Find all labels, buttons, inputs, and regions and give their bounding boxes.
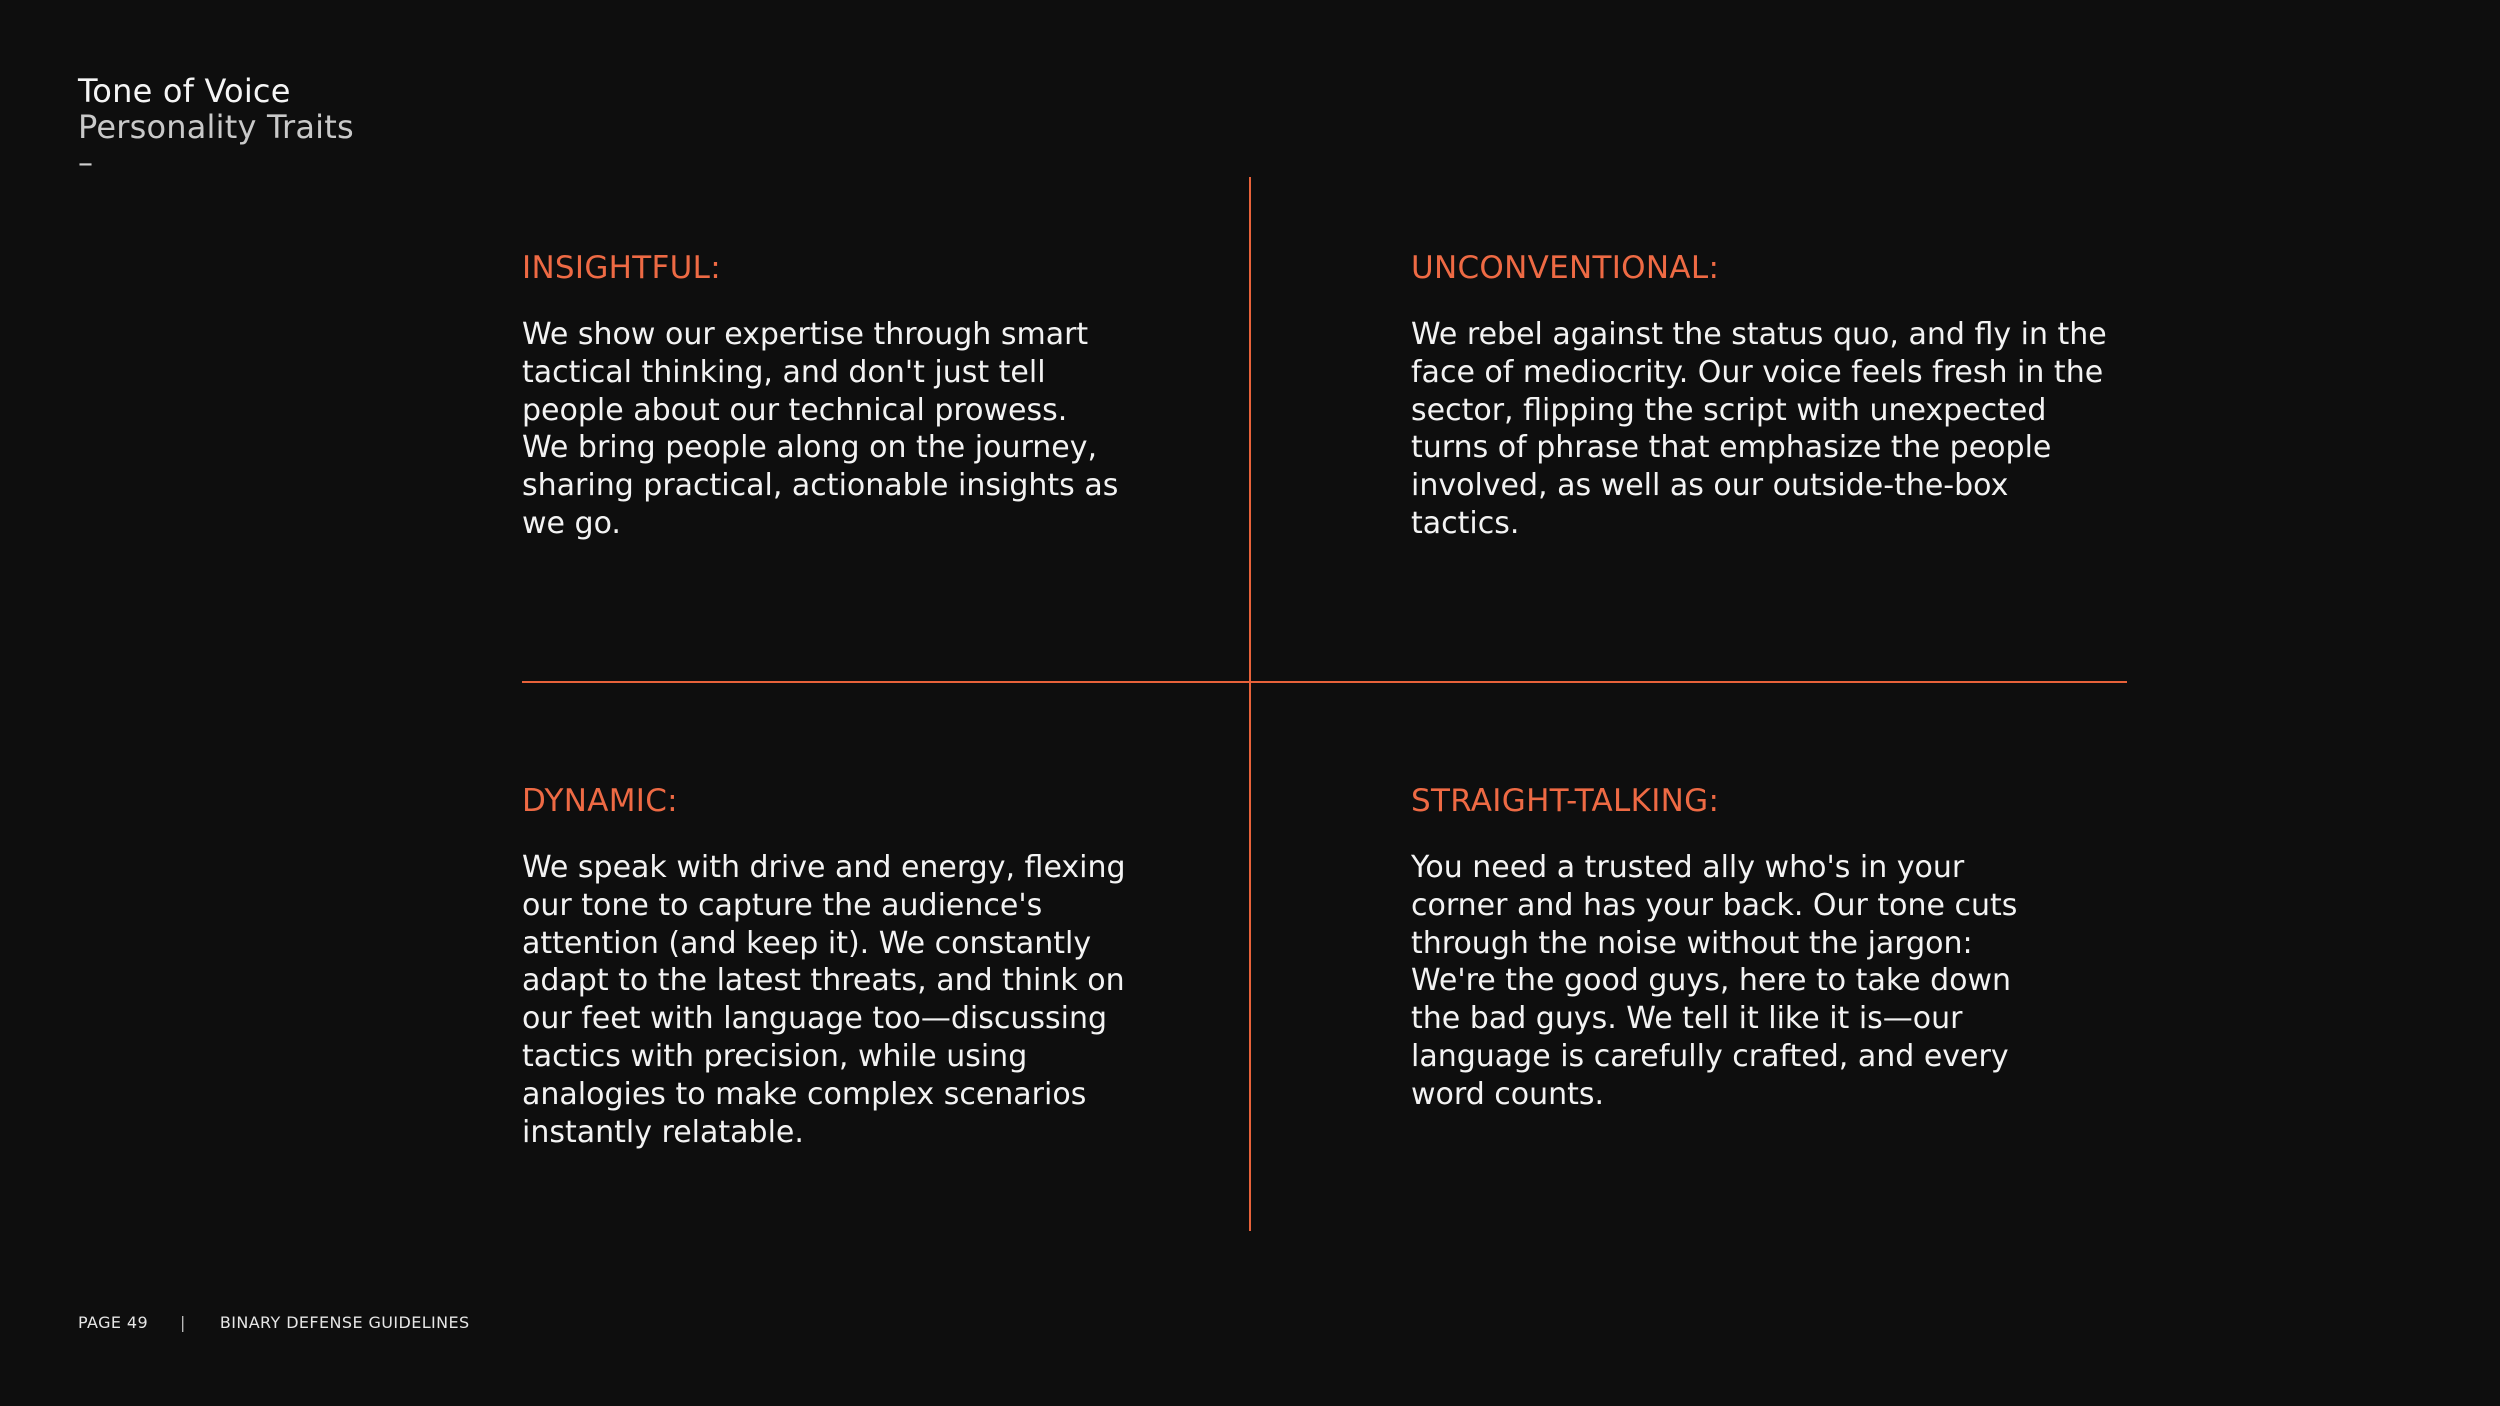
trait-heading: INSIGHTFUL: [522, 250, 721, 286]
page-subtitle: Personality Traits [78, 108, 354, 146]
page-header [78, 72, 354, 184]
document-title: BINARY DEFENSE GUIDELINES [219, 1313, 470, 1332]
trait-body: We speak with drive and energy, flexing our tone to capture the audience's attention (and keep it). We constantly adapt to the latest threats, and think on our feet with language too—discussing tactics with precision, while using analogies to make complex scenarios instantly relatable. [522, 850, 1126, 1150]
horizontal-divider [522, 681, 2127, 683]
vertical-divider [1249, 177, 1251, 1231]
trait-insightful [522, 248, 1172, 543]
trait-unconventional [1411, 248, 2107, 543]
trait-body: We rebel against the status quo, and fly in the face of mediocrity. Our voice feels fresh in the sector, flipping the script with unexpected turns of phrase that emphasize the people involved, as well as our outside-the-box tactics. [1411, 317, 2107, 541]
page-footer [78, 1313, 470, 1333]
page-number: PAGE 49 [78, 1313, 149, 1332]
trait-straight-talking [1411, 781, 2061, 1114]
trait-body: You need a trusted ally who's in your corner and has your back. Our tone cuts through the noise without the jargon: We're the good guys, here to take down the bad guys. We tell it like it is—our language is carefully crafted, and every word counts. [1411, 850, 2018, 1112]
header-dash: – [78, 146, 93, 181]
trait-body: We show our expertise through smart tactical thinking, and don't just tell people about our technical prowess. We bring people along on the journey, sharing practical, actionable insights as we go. [522, 317, 1119, 541]
trait-heading: STRAIGHT-TALKING: [1411, 783, 1720, 819]
page-title: Tone of Voice [78, 72, 291, 110]
footer-separator: | [180, 1313, 186, 1332]
trait-heading: DYNAMIC: [522, 783, 678, 819]
trait-heading: UNCONVENTIONAL: [1411, 250, 1720, 286]
trait-dynamic [522, 781, 1172, 1151]
